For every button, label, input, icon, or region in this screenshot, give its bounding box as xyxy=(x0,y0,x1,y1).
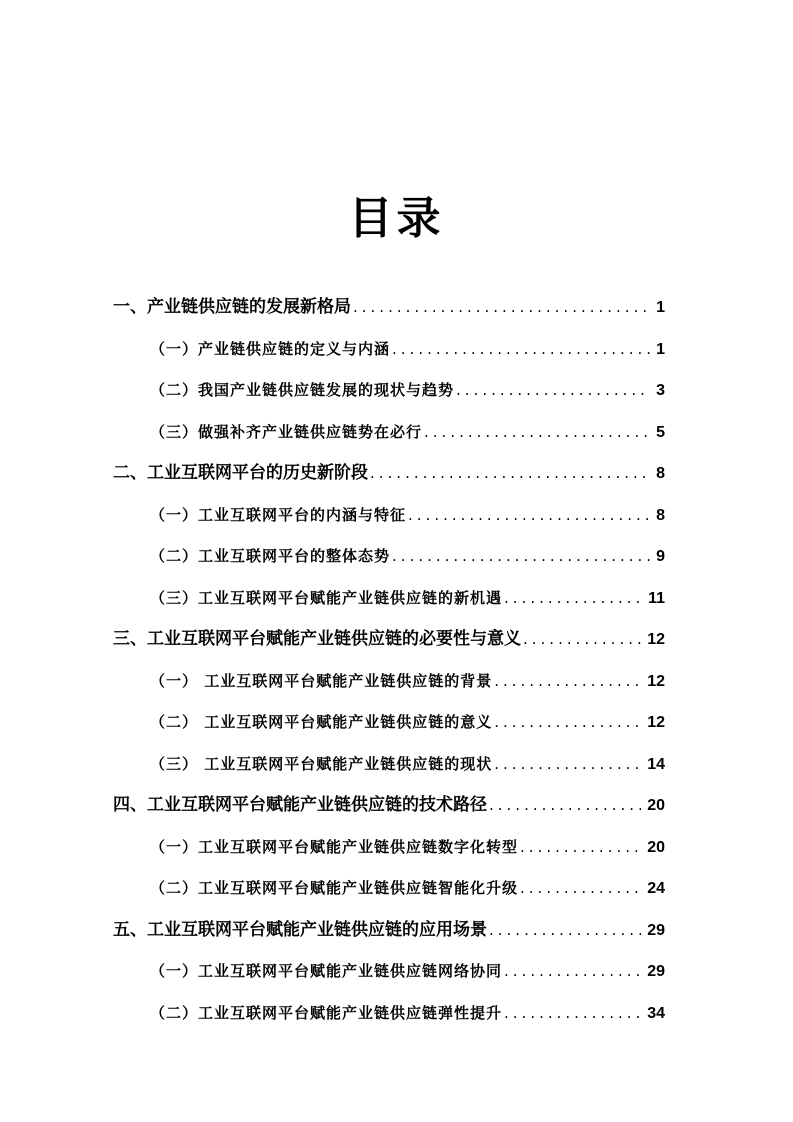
toc-entry-text: （二）工业互联网平台的整体态势 xyxy=(150,547,391,565)
dot-leader xyxy=(520,834,641,860)
dot-leader xyxy=(370,460,650,486)
toc-entry-text: （一）产业链供应链的定义与内涵 xyxy=(150,340,391,358)
toc-entry-3[interactable] xyxy=(113,626,665,652)
toc-entry-3-1[interactable] xyxy=(150,668,665,694)
toc-entry-text: （二）工业互联网平台赋能产业链供应链弹性提升 xyxy=(150,1004,503,1022)
toc-page-number: 24 xyxy=(647,880,665,897)
toc-entry-text: （二）工业互联网平台赋能产业链供应链智能化升级 xyxy=(150,879,519,897)
toc-page-number: 1 xyxy=(656,341,665,358)
toc-page-number: 20 xyxy=(647,839,665,856)
dot-leader xyxy=(392,336,650,362)
toc-entry-4-1[interactable] xyxy=(150,834,665,860)
toc-entry-1-1[interactable] xyxy=(150,336,665,362)
toc-entry-4[interactable] xyxy=(113,792,665,818)
toc-entry-text: （三）工业互联网平台赋能产业链供应链的新机遇 xyxy=(150,589,503,607)
toc-page-number: 5 xyxy=(656,424,665,441)
toc-entry-text: （二）我国产业链供应链发展的现状与趋势 xyxy=(150,381,455,399)
dot-leader xyxy=(456,377,650,403)
dot-leader xyxy=(408,502,650,528)
toc-entry-text: （三）做强补齐产业链供应链势在必行 xyxy=(150,423,423,441)
dot-leader xyxy=(494,668,641,694)
toc-page-number: 20 xyxy=(647,797,665,814)
toc-entry-text: 四、工业互联网平台赋能产业链供应链的技术路径 xyxy=(113,795,487,815)
dot-leader xyxy=(523,626,641,652)
toc-entry-5-1[interactable] xyxy=(150,958,665,984)
toc-page-number: 8 xyxy=(656,465,665,482)
toc-entry-3-2[interactable] xyxy=(150,709,665,735)
toc-entry-text: 五、工业互联网平台赋能产业链供应链的应用场景 xyxy=(113,920,487,940)
dot-leader xyxy=(489,917,641,943)
toc-entry-text: （三） 工业互联网平台赋能产业链供应链的现状 xyxy=(150,755,493,773)
dot-leader xyxy=(424,419,650,445)
dot-leader xyxy=(494,751,641,777)
dot-leader xyxy=(504,1000,641,1026)
dot-leader xyxy=(504,585,642,611)
dot-leader xyxy=(392,543,650,569)
toc-entry-text: （一）工业互联网平台赋能产业链供应链数字化转型 xyxy=(150,838,519,856)
toc-entry-text: （二） 工业互联网平台赋能产业链供应链的意义 xyxy=(150,713,493,731)
toc-entry-text: （一） 工业互联网平台赋能产业链供应链的背景 xyxy=(150,672,493,690)
toc-page-number: 9 xyxy=(656,548,665,565)
dot-leader xyxy=(520,875,641,901)
toc-entry-4-2[interactable] xyxy=(150,875,665,901)
dot-leader xyxy=(353,294,650,320)
dot-leader xyxy=(504,958,641,984)
toc-page-number: 12 xyxy=(647,673,665,690)
toc-entry-1[interactable] xyxy=(113,294,665,320)
toc-page-number: 29 xyxy=(647,922,665,939)
toc-entry-2-1[interactable] xyxy=(150,502,665,528)
page-title: 目录 xyxy=(348,193,445,244)
toc-entry-2-2[interactable] xyxy=(150,543,665,569)
toc-entry-5[interactable] xyxy=(113,917,665,943)
toc-page-number: 11 xyxy=(648,590,665,607)
toc-page-number: 8 xyxy=(656,507,665,524)
toc-entry-text: 三、工业互联网平台赋能产业链供应链的必要性与意义 xyxy=(113,629,521,649)
dot-leader xyxy=(494,709,641,735)
toc-entry-2-3[interactable] xyxy=(150,585,665,611)
toc-page-number: 29 xyxy=(647,963,665,980)
toc-entry-3-3[interactable] xyxy=(150,751,665,777)
toc-entry-text: （一）工业互联网平台赋能产业链供应链网络协同 xyxy=(150,962,503,980)
toc-entry-1-2[interactable] xyxy=(150,377,665,403)
toc-page-number: 1 xyxy=(656,299,665,316)
toc-entry-1-3[interactable] xyxy=(150,419,665,445)
toc-entry-text: （一）工业互联网平台的内涵与特征 xyxy=(150,506,407,524)
toc-entry-2[interactable] xyxy=(113,460,665,486)
toc-page-number: 12 xyxy=(647,631,665,648)
toc-page-number: 12 xyxy=(647,714,665,731)
toc-entry-5-2[interactable] xyxy=(150,1000,665,1026)
toc-entry-text: 一、产业链供应链的发展新格局 xyxy=(113,297,351,317)
toc-page-number: 34 xyxy=(647,1005,665,1022)
toc-page-number: 14 xyxy=(647,756,665,773)
dot-leader xyxy=(489,792,641,818)
toc-entry-text: 二、工业互联网平台的历史新阶段 xyxy=(113,463,368,483)
toc-page-number: 3 xyxy=(656,382,665,399)
